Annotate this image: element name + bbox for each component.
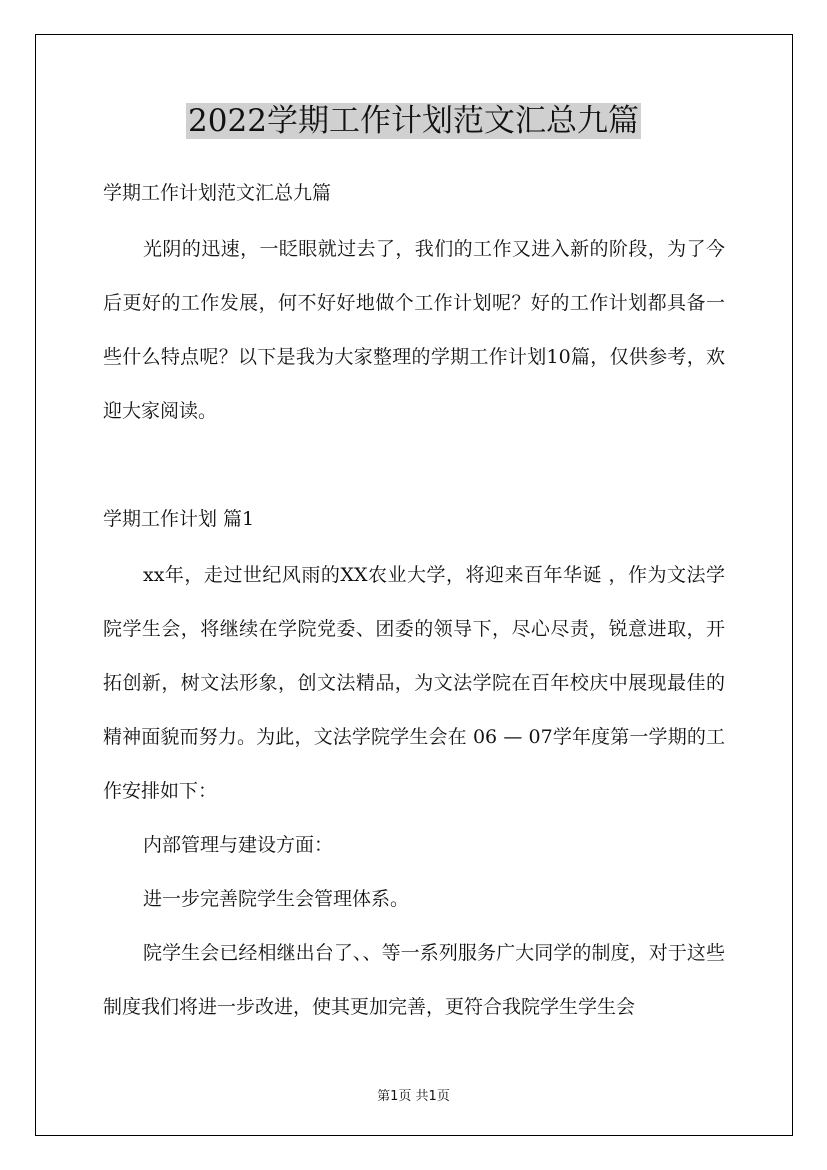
section1-paragraph-3: 进一步完善院学生会管理体系。 [143,888,410,910]
document-title-container [0,100,827,142]
intro-paragraph: 光阴的迅速，一眨眼就过去了，我们的工作又进入新的阶段，为了今后更好的工作发展，何不好好地做个工作计划呢？好的工作计划都具备一些什么特点呢？以下是我为大家整理的学期工作计划10篇，仅供参考，欢迎大家阅读。 [103,238,725,422]
section1-paragraph-2: 内部管理与建设方面： [143,834,334,856]
document-subtitle: 学期工作计划范文汇总九篇 [103,182,332,204]
document-title: 2022学期工作计划范文汇总九篇 [188,103,639,139]
section-heading-1: 学期工作计划 篇1 [103,508,255,530]
page-footer: 第1页 共1页 [377,1089,450,1104]
section1-paragraph-4: 院学生会已经相继出台了、、等一系列服务广大同学的制度，对于这些制度我们将进一步改进，使其更加完善，更符合我院学生学生会 [103,942,725,1018]
section1-paragraph-1: xx年，走过世纪风雨的XX农业大学，将迎来百年华诞 ，作为文法学院学生会，将继续在学院党委、团委的领导下，尽心尽责，锐意进取，开拓创新，树文法形象，创文法精品，为文法学院在百年校庆中展现最佳的精神面貌而努力。为此，文法学院学生会在 06 — 07学年度第一学期的工作安排如下： [103,564,725,802]
